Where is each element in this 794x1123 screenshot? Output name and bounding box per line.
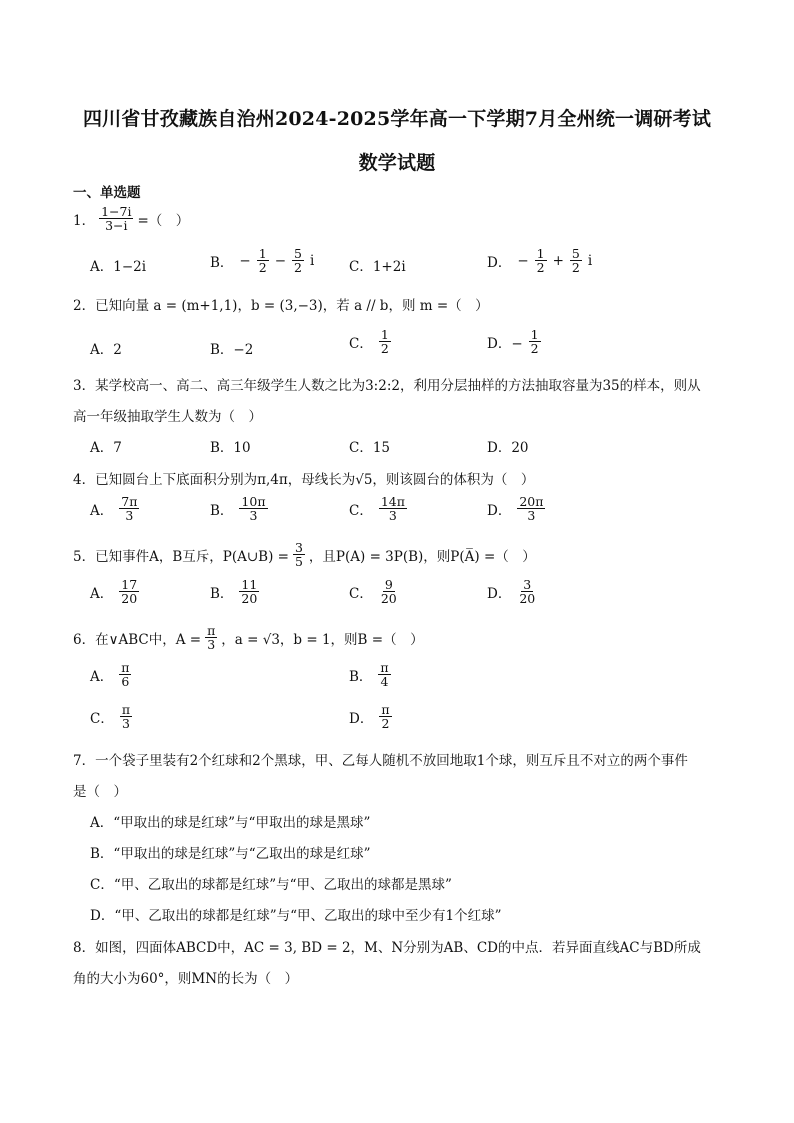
q5-frac-num: 3 xyxy=(294,540,303,555)
q7-option-a: A．“甲取出的球是红球”与“甲取出的球是黑球” xyxy=(90,815,371,831)
question-5 xyxy=(73,541,536,568)
q6-frac xyxy=(205,624,217,651)
q1-b-mid: − xyxy=(274,252,286,269)
q2-option-a: A．2 xyxy=(90,342,122,358)
q2-options xyxy=(0,328,794,362)
q3-option-b: B．10 xyxy=(210,440,251,456)
q2-c-frac xyxy=(379,328,391,355)
q5-options xyxy=(0,578,794,612)
q6-option-d xyxy=(349,703,392,730)
q6-d-num: π xyxy=(381,702,390,717)
question-7-line-1: 7．一个袋子里装有2个红球和2个黑球，甲、乙每人随机不放回地取1个球，则互斥且不对立的两个事件 xyxy=(73,753,688,769)
q6-a-frac xyxy=(119,661,131,688)
q6-options-row-1 xyxy=(0,661,794,695)
q1-option-c: C．1+2i xyxy=(349,259,406,275)
q6-option-a xyxy=(90,661,131,688)
q5-option-a xyxy=(90,578,139,605)
q4-d-num: 20π xyxy=(519,494,544,509)
q4-a-den: 3 xyxy=(125,508,134,524)
q1-d-mid: + xyxy=(552,252,564,269)
q5-b-num: 11 xyxy=(241,577,258,592)
q6-option-b xyxy=(349,661,391,688)
q5-c-den: 20 xyxy=(380,591,397,607)
q1-b-label: B． xyxy=(210,254,234,271)
q1-d-post: i xyxy=(587,252,593,269)
q1-d-pre: − xyxy=(517,252,529,269)
q3-option-d: D．20 xyxy=(487,440,529,456)
q5-d-label: D． xyxy=(487,585,512,602)
q1-frac-num: 1−7i xyxy=(101,204,132,219)
q5-a-frac xyxy=(119,578,139,605)
q6-a-den: 6 xyxy=(121,674,130,690)
q6-a-label: A． xyxy=(90,668,114,685)
q6-b-frac xyxy=(378,661,390,688)
q4-a-label: A． xyxy=(90,502,114,519)
q4-b-label: B． xyxy=(210,502,234,519)
q1-d-frac1-num: 1 xyxy=(536,246,545,261)
question-4: 4．已知圆台上下底面积分别为π,4π，母线长为√5，则该圆台的体积为（ ） xyxy=(73,472,535,488)
q1-b-frac1-num: 1 xyxy=(258,246,267,261)
q4-c-den: 3 xyxy=(388,508,397,524)
q5-post: ，且P(A) = 3P(B)，则P(A̅) =（ ） xyxy=(308,548,536,565)
q2-d-den: 2 xyxy=(530,341,539,357)
q6-option-c xyxy=(90,703,132,730)
q5-b-den: 20 xyxy=(241,591,258,607)
question-8-line-1: 8．如图，四面体ABCD中，AC = 3, BD = 2，M、N分别为AB、CD的中点．若异面直线AC与BD所成 xyxy=(73,940,701,956)
q4-option-b xyxy=(210,495,268,522)
q1-option-b xyxy=(210,247,314,274)
q5-a-num: 17 xyxy=(121,577,138,592)
q5-d-den: 20 xyxy=(519,591,536,607)
q2-option-c xyxy=(349,328,391,355)
q1-d-frac2 xyxy=(570,247,582,274)
q6-b-label: B． xyxy=(349,668,373,685)
q6-frac-num: π xyxy=(207,623,216,638)
q5-b-label: B． xyxy=(210,585,234,602)
q1-b-frac2 xyxy=(292,247,304,274)
q4-c-label: C． xyxy=(349,502,373,519)
q1-b-frac2-num: 5 xyxy=(294,246,302,261)
q6-options-row-2 xyxy=(0,703,794,737)
question-7-line-2: 是（ ） xyxy=(73,784,127,800)
exam-subtitle: 数学试题 xyxy=(358,152,436,174)
question-3-line-1: 3．某学校高一、高二、高三年级学生人数之比为3:2:2，利用分层抽样的方法抽取容量为35的样本，则从 xyxy=(73,378,701,394)
q4-d-den: 3 xyxy=(527,508,536,524)
q1-option-a: A．1−2i xyxy=(90,259,147,275)
q6-b-den: 4 xyxy=(380,674,389,690)
q1-d-label: D． xyxy=(487,254,512,271)
question-3-line-2: 高一年级抽取学生人数为（ ） xyxy=(73,409,262,425)
q7-option-d: D．“甲、乙取出的球都是红球”与“甲、乙取出的球中至少有1个红球” xyxy=(90,908,502,924)
q1-b-frac2-den: 2 xyxy=(294,260,302,276)
q5-option-d xyxy=(487,578,537,605)
question-6 xyxy=(73,624,424,651)
q6-d-frac xyxy=(379,703,391,730)
q6-b-num: π xyxy=(380,660,389,675)
q5-frac-den: 5 xyxy=(294,554,303,570)
q5-option-c xyxy=(349,578,399,605)
q1-fraction xyxy=(99,205,133,232)
q4-c-num: 14π xyxy=(380,494,405,509)
q2-option-b: B．−2 xyxy=(210,342,254,358)
q1-option-d xyxy=(487,247,592,274)
q6-c-den: 3 xyxy=(121,716,130,732)
q3-option-a: A．7 xyxy=(90,440,122,456)
q7-option-c: C．“甲、乙取出的球都是红球”与“甲、乙取出的球都是黑球” xyxy=(90,877,452,893)
q5-option-b xyxy=(210,578,259,605)
q5-a-label: A． xyxy=(90,585,114,602)
q1-d-frac1-den: 2 xyxy=(536,260,545,276)
q5-frac xyxy=(293,541,305,568)
q5-b-frac xyxy=(239,578,259,605)
q1-number: 1． xyxy=(73,212,96,229)
q4-a-frac xyxy=(119,495,139,522)
q2-c-den: 2 xyxy=(380,341,389,357)
q5-c-label: C． xyxy=(349,585,373,602)
q4-c-frac xyxy=(379,495,407,522)
q2-d-num: 1 xyxy=(530,327,539,342)
q1-options xyxy=(0,247,794,281)
q6-post: ，a = √3，b = 1，则B =（ ） xyxy=(221,631,424,648)
q1-b-post: i xyxy=(309,252,315,269)
q3-option-c: C．15 xyxy=(349,440,391,456)
q5-c-num: 9 xyxy=(384,577,393,592)
q6-c-num: π xyxy=(121,702,131,717)
q2-d-frac xyxy=(529,328,541,355)
q5-d-num: 3 xyxy=(523,577,532,592)
q1-frac-den: 3−i xyxy=(105,218,128,234)
q6-frac-den: 3 xyxy=(207,637,216,653)
q1-d-frac1 xyxy=(535,247,547,274)
q1-d-frac2-num: 5 xyxy=(571,246,580,261)
q7-option-b: B．“甲取出的球是红球”与“乙取出的球是红球” xyxy=(90,846,371,862)
q2-c-num: 1 xyxy=(380,327,389,342)
section-heading: 一、单选题 xyxy=(73,185,141,201)
q4-b-den: 3 xyxy=(249,508,258,524)
q6-c-frac xyxy=(120,703,132,730)
q6-c-label: C． xyxy=(90,710,114,727)
exam-title: 四川省甘孜藏族自治州2024-2025学年高一下学期7月全州统一调研考试 xyxy=(82,108,712,130)
q4-b-frac xyxy=(239,495,267,522)
question-8-line-2: 角的大小为60°，则MN的长为（ ） xyxy=(73,971,299,987)
q1-b-frac1-den: 2 xyxy=(258,260,267,276)
q6-pre: 6．在∨ABC中，A = xyxy=(73,631,202,648)
q5-pre: 5．已知事件A，B互斥，P(A∪B) = xyxy=(73,548,289,565)
question-1 xyxy=(73,205,189,232)
q5-a-den: 20 xyxy=(121,591,138,607)
q2-d-label: D．− xyxy=(487,335,523,352)
q2-c-label: C． xyxy=(349,335,373,352)
q1-b-frac1 xyxy=(257,247,269,274)
q6-d-den: 2 xyxy=(381,716,390,732)
q6-a-num: π xyxy=(121,660,130,675)
q1-tail: =（ ） xyxy=(137,212,190,229)
q4-b-num: 10π xyxy=(241,494,266,509)
q4-option-d xyxy=(487,495,545,522)
q2-option-d xyxy=(487,328,541,355)
q3-options xyxy=(0,436,794,470)
q5-d-frac xyxy=(517,578,537,605)
q1-d-frac2-den: 2 xyxy=(571,260,580,276)
q4-d-label: D． xyxy=(487,502,512,519)
q6-d-label: D． xyxy=(349,710,374,727)
q1-b-pre: − xyxy=(239,252,251,269)
q5-c-frac xyxy=(379,578,399,605)
q4-a-num: 7π xyxy=(121,494,138,509)
q4-option-c xyxy=(349,495,407,522)
q4-option-a xyxy=(90,495,139,522)
q4-d-frac xyxy=(517,495,545,522)
q4-options xyxy=(0,495,794,529)
question-2: 2．已知向量 a = (m+1,1)，b = (3,−3)，若 a // b，则 m =（ ） xyxy=(73,298,489,314)
